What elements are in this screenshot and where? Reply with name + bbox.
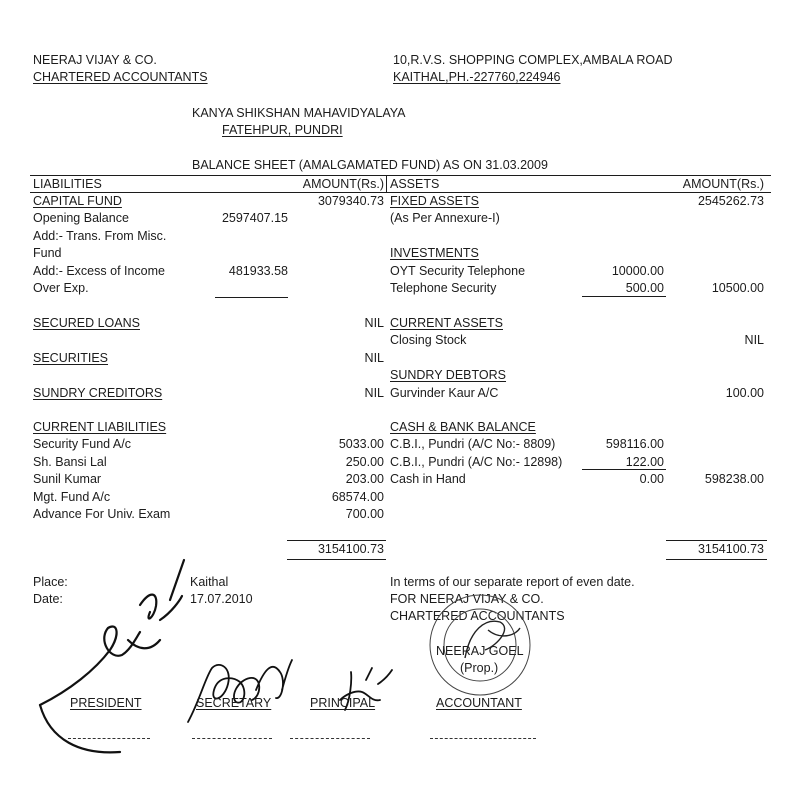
firm-name: NEERAJ VIJAY & CO. xyxy=(33,53,157,67)
president-signature xyxy=(40,560,184,752)
liabilities-grand-total: 3154100.73 xyxy=(317,542,384,556)
header-amount-left: AMOUNT(Rs.) xyxy=(302,177,384,191)
list-item-value: 203.00 xyxy=(345,472,384,486)
list-item-value: 122.00 xyxy=(625,455,664,469)
list-item-value: 0.00 xyxy=(639,472,664,486)
fixed-assets-note: (As Per Annexure-I) xyxy=(390,211,500,225)
cash-bank-total: 598238.00 xyxy=(704,472,764,486)
excess-income-label-1: Add:- Excess of Income xyxy=(33,264,166,278)
secured-loans-value: NIL xyxy=(364,316,384,330)
excess-income-value: 481933.58 xyxy=(228,264,288,278)
assets-grand-total: 3154100.73 xyxy=(697,542,764,556)
list-item: OYT Security Telephone xyxy=(390,264,526,278)
sundry-debtors-value: 100.00 xyxy=(725,386,764,400)
place-value: Kaithal xyxy=(190,575,229,589)
sheet-title: BALANCE SHEET (AMALGAMATED FUND) AS ON 31.03.2009 xyxy=(192,158,548,172)
list-item-value: 700.00 xyxy=(345,507,384,521)
accountant-label: ACCOUNTANT xyxy=(436,696,522,710)
president-label: PRESIDENT xyxy=(70,696,142,710)
principal-sign-line xyxy=(290,738,370,739)
trans-misc-label-1: Add:- Trans. From Misc. xyxy=(33,229,167,243)
closing-stock-label: Closing Stock xyxy=(390,333,467,347)
capital-fund-label: CAPITAL FUND xyxy=(33,194,122,208)
investments-label: INVESTMENTS xyxy=(390,246,479,260)
report-line: In terms of our separate report of even date. xyxy=(390,575,635,589)
secretary-sign-line xyxy=(192,738,272,739)
place-label: Place: xyxy=(33,575,68,589)
opening-balance-label: Opening Balance xyxy=(33,211,129,225)
current-assets-label: CURRENT ASSETS xyxy=(390,316,503,330)
list-item: Sunil Kumar xyxy=(33,472,102,486)
secretary-label: SECRETARY xyxy=(196,696,272,710)
auditor-signature xyxy=(465,621,520,658)
signatory-role: (Prop.) xyxy=(460,661,499,675)
firm-address-line1: 10,R.V.S. SHOPPING COMPLEX,AMBALA ROAD xyxy=(393,53,673,67)
accountant-sign-line xyxy=(430,738,536,739)
for-firm: FOR NEERAJ VIJAY & CO. xyxy=(390,592,544,606)
list-item-value: 68574.00 xyxy=(331,490,384,504)
president-sign-line xyxy=(68,738,150,739)
opening-balance-value: 2597407.15 xyxy=(221,211,288,225)
cash-bank-label: CASH & BANK BALANCE xyxy=(390,420,536,434)
trans-misc-label-2: Fund xyxy=(33,246,62,260)
signatory-name: NEERAJ GOEL xyxy=(436,644,524,658)
firm-designation: CHARTERED ACCOUNTANTS xyxy=(33,70,208,84)
sundry-debtor-item: Gurvinder Kaur A/C xyxy=(390,386,499,400)
header-assets: ASSETS xyxy=(390,177,440,191)
list-item-value: 250.00 xyxy=(345,455,384,469)
list-item-value: 5033.00 xyxy=(338,437,384,451)
list-item-value: 598116.00 xyxy=(605,437,664,451)
list-item: Mgt. Fund A/c xyxy=(33,490,111,504)
list-item: Cash in Hand xyxy=(390,472,466,486)
firm-designation-footer: CHARTERED ACCOUNTANTS xyxy=(390,609,565,623)
securities-label: SECURITIES xyxy=(33,351,109,365)
date-value: 17.07.2010 xyxy=(190,592,253,606)
securities-value: NIL xyxy=(364,351,384,365)
sundry-creditors-value: NIL xyxy=(364,386,384,400)
excess-income-label-2: Over Exp. xyxy=(33,281,89,295)
date-label: Date: xyxy=(33,592,63,606)
list-item: Telephone Security xyxy=(390,281,497,295)
list-item: C.B.I., Pundri (A/C No:- 8809) xyxy=(390,437,556,451)
sundry-creditors-label: SUNDRY CREDITORS xyxy=(33,386,163,400)
secured-loans-label: SECURED LOANS xyxy=(33,316,140,330)
fixed-assets-value: 2545262.73 xyxy=(697,194,764,208)
list-item: Advance For Univ. Exam xyxy=(33,507,171,521)
principal-label: PRINCIPAL xyxy=(310,696,376,710)
list-item-value: 10000.00 xyxy=(611,264,664,278)
firm-address-line2: KAITHAL,PH.-227760,224946 xyxy=(393,70,561,84)
header-liabilities: LIABILITIES xyxy=(33,177,102,191)
institution-location: FATEHPUR, PUNDRI xyxy=(222,123,343,137)
capital-fund-total: 3079340.73 xyxy=(317,194,384,208)
current-liabilities-label: CURRENT LIABILITIES xyxy=(33,420,167,434)
institution-name: KANYA SHIKSHAN MAHAVIDYALAYA xyxy=(192,106,406,120)
list-item: Security Fund A/c xyxy=(33,437,131,451)
investments-total: 10500.00 xyxy=(711,281,764,295)
secretary-signature xyxy=(188,660,292,722)
header-amount-right: AMOUNT(Rs.) xyxy=(682,177,764,191)
list-item: C.B.I., Pundri (A/C No:- 12898) xyxy=(390,455,563,469)
fixed-assets-label: FIXED ASSETS xyxy=(390,194,479,208)
list-item: Sh. Bansi Lal xyxy=(33,455,107,469)
auditor-stamp xyxy=(430,595,530,695)
list-item-value: 500.00 xyxy=(625,281,664,295)
sundry-debtors-label: SUNDRY DEBTORS xyxy=(390,368,507,382)
closing-stock-value: NIL xyxy=(744,333,764,347)
